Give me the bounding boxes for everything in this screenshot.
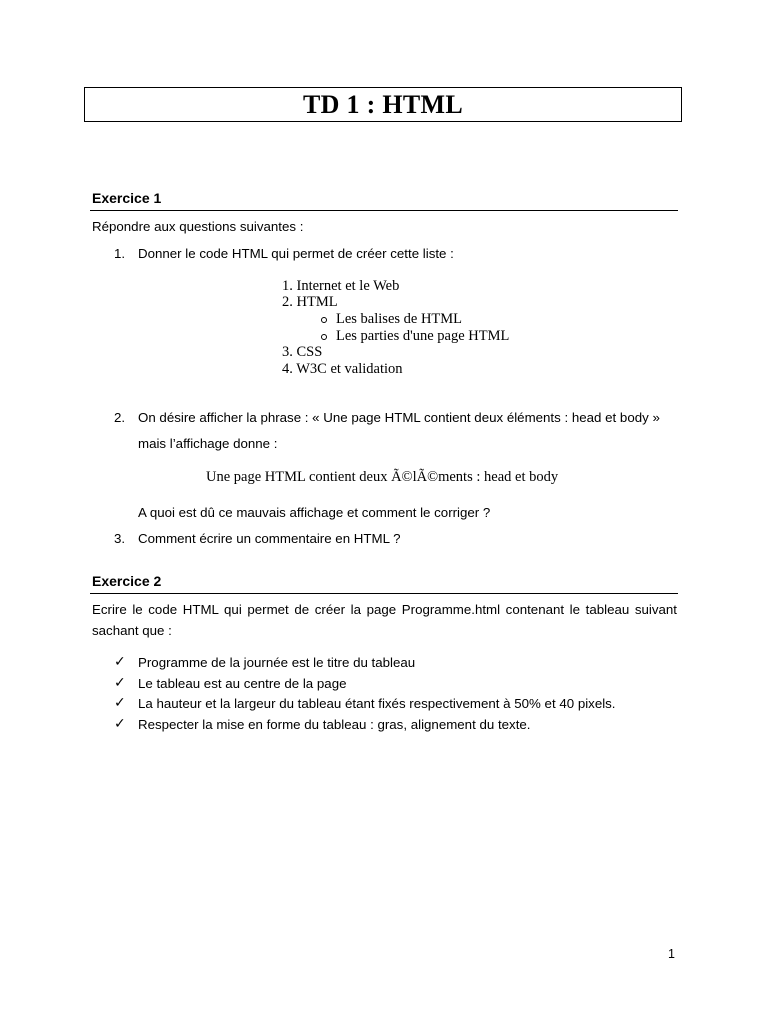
check-icon: ✓ xyxy=(114,654,126,670)
circle-bullet-icon xyxy=(321,334,327,340)
check-icon: ✓ xyxy=(114,675,126,691)
list-item: 2. HTML xyxy=(282,294,338,310)
circle-bullet-icon xyxy=(321,317,327,323)
q3-number: 3. xyxy=(114,531,126,546)
list-item: La hauteur et la largeur du tableau étant fixés respectivement à 50% et 40 pixels. xyxy=(138,696,616,711)
list-subitem: Les parties d'une page HTML xyxy=(336,328,510,344)
list-item: Le tableau est au centre de la page xyxy=(138,676,347,691)
garbled-output: Une page HTML contient deux Ã©lÃ©ments : head et body xyxy=(206,469,559,485)
exercise1-heading: Exercice 1 xyxy=(92,190,162,206)
list-item: Programme de la journée est le titre du tableau xyxy=(138,655,416,670)
list-subitem: Les balises de HTML xyxy=(336,311,463,327)
page-number: 1 xyxy=(668,947,675,961)
list-item: 3. CSS xyxy=(282,344,323,360)
q2-question: A quoi est dû ce mauvais affichage et comment le corriger ? xyxy=(138,505,491,520)
list-item: Respecter la mise en forme du tableau : gras, alignement du texte. xyxy=(138,717,531,732)
page-title: TD 1 : HTML xyxy=(302,89,464,119)
title-box xyxy=(84,87,682,122)
list-item: 4. W3C et validation xyxy=(282,361,403,377)
q2-line1: On désire afficher la phrase : « Une page HTML contient deux éléments : head et body » xyxy=(138,410,660,425)
q1-text: Donner le code HTML qui permet de créer cette liste : xyxy=(138,246,454,261)
list-item: 1. Internet et le Web xyxy=(282,278,400,294)
q3-text: Comment écrire un commentaire en HTML ? xyxy=(138,531,401,546)
exercise2-heading: Exercice 2 xyxy=(92,573,162,589)
exercise1-intro: Répondre aux questions suivantes : xyxy=(92,219,304,234)
exercise1-divider xyxy=(90,210,678,211)
q1-number: 1. xyxy=(114,246,126,261)
exercise2-divider xyxy=(90,593,678,594)
exercise2-intro: Ecrire le code HTML qui permet de créer la page Programme.html contenant le tableau suivant sachant que : xyxy=(92,602,677,638)
check-icon: ✓ xyxy=(114,695,126,711)
q2-number: 2. xyxy=(114,410,126,425)
check-icon: ✓ xyxy=(114,716,126,732)
q2-line2: mais l’affichage donne : xyxy=(138,436,278,451)
